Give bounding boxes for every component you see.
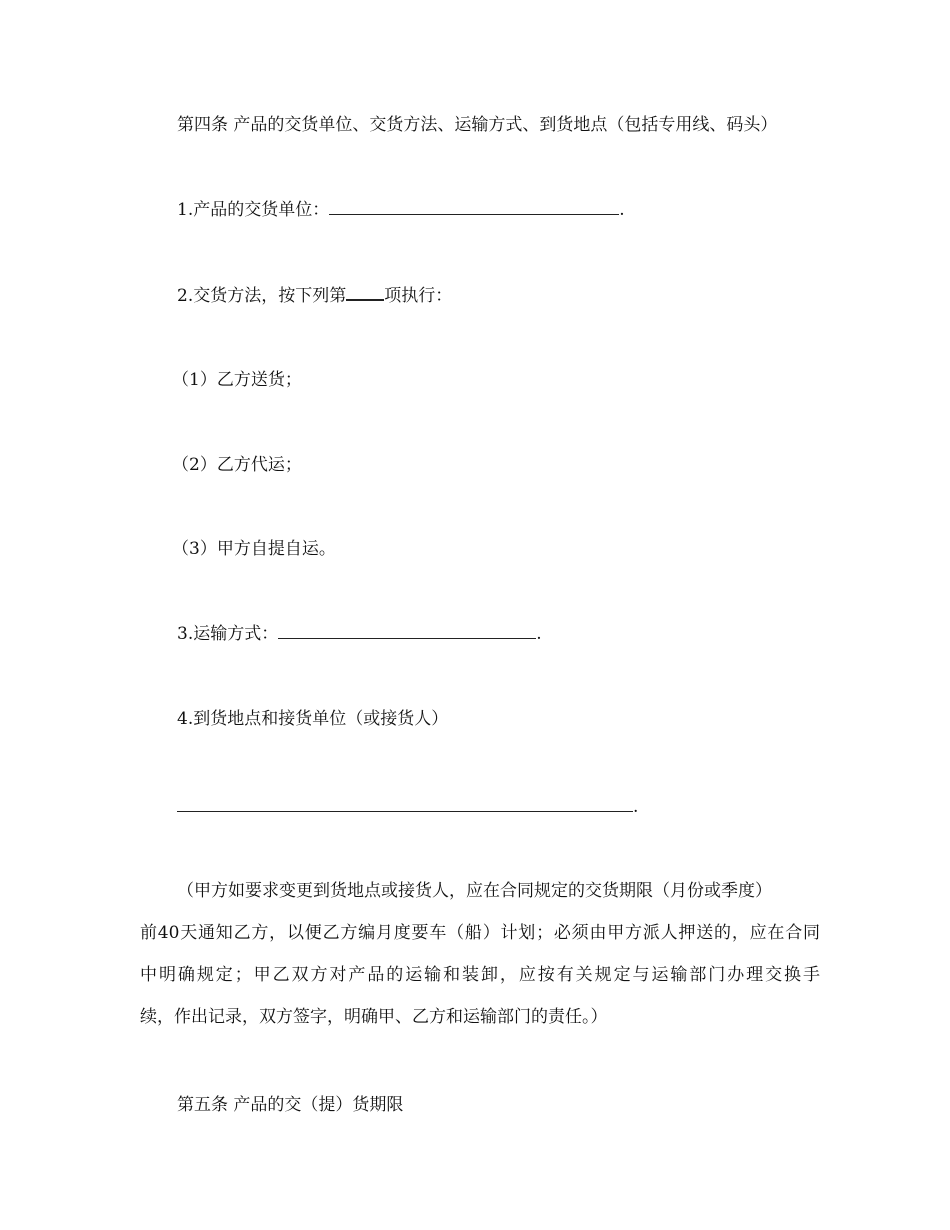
option-2: （2）乙方代运；	[172, 455, 302, 475]
method-choice-blank[interactable]	[346, 284, 384, 301]
article-4-heading: 第四条 产品的交货单位、交货方法、运输方式、到货地点（包括专用线、码头）	[177, 115, 778, 135]
transport-mode-blank[interactable]	[278, 623, 536, 639]
note-line-4: 续，作出记录，双方签字，明确甲、乙方和运输部门的责任。）	[140, 1007, 608, 1027]
item-3-end: .	[536, 624, 542, 644]
item-1-label: 1.产品的交货单位：	[177, 200, 330, 220]
option-3: （3）甲方自提自运。	[172, 539, 336, 559]
article-5-heading: 第五条 产品的交（提）货期限	[177, 1095, 404, 1115]
note-line-2: 前40天通知乙方，以便乙方编月度要车（船）计划；必须由甲方派人押送的，应在合同	[140, 923, 820, 943]
item-1-line	[177, 199, 625, 221]
destination-blank[interactable]	[177, 796, 633, 812]
delivery-unit-blank[interactable]	[329, 199, 619, 215]
option-1: （1）乙方送货；	[172, 370, 302, 390]
note-line-3: 中明确规定；甲乙双方对产品的运输和装卸，应按有关规定与运输部门办理交换手	[140, 965, 820, 985]
item-4-blank-line	[177, 796, 638, 818]
item-4-end: .	[633, 797, 639, 817]
item-4-label: 4.到货地点和接货单位（或接货人）	[177, 709, 449, 729]
item-2-line	[177, 284, 452, 307]
item-2-label: 2.交货方法，按下列第	[177, 286, 347, 306]
item-2-after: 项执行：	[384, 286, 453, 306]
item-3-label: 3.运输方式：	[177, 624, 279, 644]
note-line-1: （甲方如要求变更到货地点或接货人，应在合同规定的交货期限（月份或季度）	[177, 881, 772, 901]
item-3-line	[177, 623, 542, 645]
item-1-end: .	[619, 200, 625, 220]
